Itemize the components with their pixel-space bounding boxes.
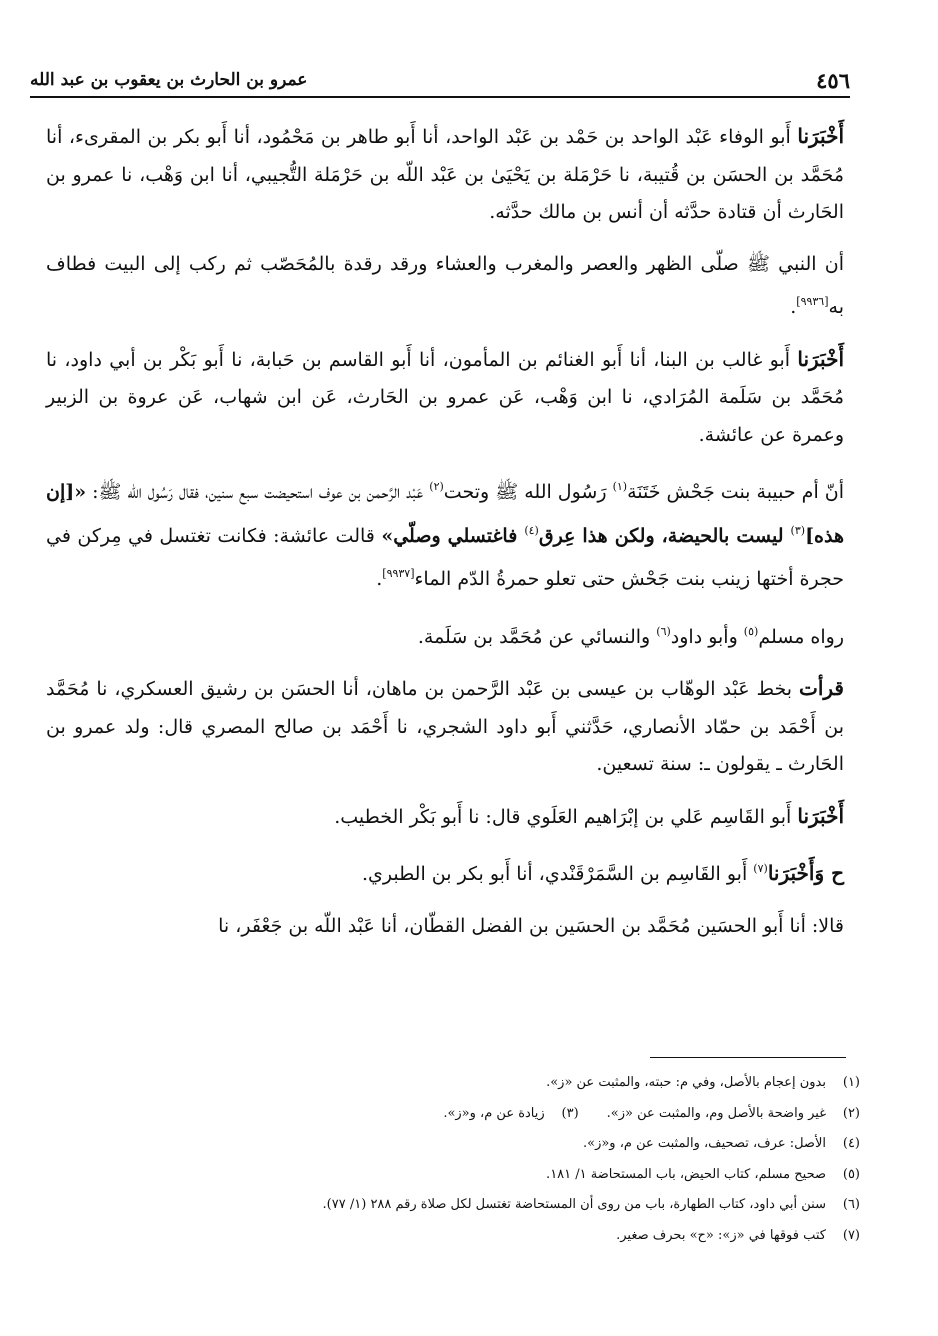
footnote-marker: (٤)	[524, 523, 539, 537]
narration-lead: أَخْبَرَنا	[797, 803, 844, 828]
hadith-quote: فاغتسلي وصلّي»	[381, 524, 525, 547]
paragraph-8	[46, 850, 844, 894]
paragraph-text: أَبو القَاسِم بن السَّمَرْقَنْدي، أنا أَبو بكر بن الطبري.	[361, 863, 754, 885]
paragraph-1	[46, 118, 844, 232]
footnote: (٧) كتب فوقها في «ز»: «ح» بحرف صغير.	[616, 1227, 860, 1243]
paragraph-9	[46, 908, 844, 946]
footnotes	[60, 1068, 860, 1251]
hadith-reference: [٩٩٣٦]	[796, 295, 829, 308]
hadith-quote: «[إن هذه]	[46, 481, 844, 547]
footnote: (٥) صحيح مسلم، كتاب الحيض، باب المستحاضة ١/ ١٨١.	[546, 1166, 860, 1182]
paragraph-text: أَبو الوفاء عَبْد الواحد بن حَمْد بن عَبْد الواحد، أنا أَبو طاهر بن مَحْمُود، أنا أَبو بكر بن المقرىء، أنا مُحَمَّد بن الحسَن بن قُتيبة، نا حَرْمَلة بن يَحْيَىٰ بن عَبْد اللّه بن حَرْمَلة التُّجيبي، أنا ابن وَهْب، نا عمرو بن الحَارث أن قتادة حدَّثه أن أنس بن مالك حدَّثه.	[46, 126, 844, 223]
page-header	[30, 64, 850, 96]
footnote-rule	[650, 1057, 846, 1058]
footnote-marker: (٥)	[743, 624, 759, 638]
narration-lead: قرأت	[799, 676, 844, 700]
narration-lead: أَخْبَرَنا	[797, 124, 844, 148]
narration-lead: أَخْبَرَنا	[797, 346, 844, 371]
footnote: (٢) غير واضحة بالأصل وم، والمثبت عن «ز». (٣) زيادة عن م، و«ز».	[443, 1105, 860, 1121]
paragraph-text: أن النبي ﷺ صلّى الظهر والعصر والمغرب والعشاء ورقد رقدة بالمُحَصّب ثم ركب إلى البيت فطاف به	[46, 252, 844, 318]
hadith-quote: ليست بالحيضة، ولكن هذا عِرق	[538, 524, 791, 547]
paragraph-4: أنّ أم حبيبة بنت جَحْش خَتَنَة$^{(١)}$ رَسُول الله ﷺ وتحت$^{(٢)}$ عَبْد الرَّحمن بن عوف استحيضت سبع سنين، فقال رَسُول الله ﷺ: «[إن هذه]$^{(٣)}$ ليست بالحيضة، ولكن هذا عِرق$^{(٤)}$ فاغتسلي وصلّي» قالت عائشة: فكانت تغتسل في مِركن في حجرة أختها زينب بنت جَحْش حتى تعلو حمرةُ الدّم الماء[٩٩٣٧].	[46, 480, 844, 590]
paragraph-text: أَبو غالب بن البنا، أنا أَبو الغنائم بن المأمون، أنا أَبو القاسم بن حَبابة، نا أَبو بَكْر بن أبي داود، نا مُحَمَّد بن سَلَمة المُرَادي، نا ابن وَهْب، عَن عمرو بن الحَارث، عَن ابن شهاب، عَن عروة بن الزبير وعمرة عن عائشة.	[46, 348, 844, 446]
footnote-marker: (١)	[612, 480, 628, 493]
main-text	[46, 118, 844, 959]
paragraph-6	[46, 670, 844, 784]
footnote-marker: (٢)	[429, 480, 444, 493]
running-title: عمرو بن الحارث بن يعقوب بن عبد الله	[30, 70, 308, 90]
paragraph-7	[46, 798, 844, 837]
paragraph-text: قالا: أنا أَبو الحسَين مُحَمَّد بن الحسَين بن الفضل القطّان، أنا عَبْد اللّه بن جَعْفَر، نا	[218, 914, 844, 937]
header-rule	[30, 96, 850, 98]
footnote: (٤) الأصل: عرف، تصحيف، والمثبت عن م، و«ز».	[582, 1136, 860, 1151]
paragraph-3	[46, 341, 844, 455]
footnote: (٦) سنن أبي داود، كتاب الطهارة، باب من روى أن المستحاضة تغتسل لكل صلاة رقم ٢٨٨ (١/ ٧٧).	[322, 1197, 860, 1212]
footnote-marker: (٣)	[790, 523, 806, 537]
footnote-marker: (٧)	[753, 862, 768, 875]
hadith-reference: [٩٩٣٧]	[382, 567, 415, 580]
footnote-marker: (٦)	[656, 624, 671, 638]
paragraph-5: رواه مسلم$^{(٥)}$ وأبو داود$^{(٦)}$ والنسائي عن مُحَمَّد بن سَلَمة.	[417, 624, 844, 648]
paragraph-text: بخط عَبْد الوهّاب بن عيسى بن عَبْد الرَّحمن بن ماهان، أنا الحسَن بن رشيق العسكري، نا مُحَمَّد بن أَحْمَد بن حمّاد الأنصاري، حَدَّثني أَبو داود الشجري، نا أَحْمَد بن صالح المصري قال: ولد عمرو بن الحَارث ـ يقولون ـ: سنة تسعين.	[46, 678, 844, 775]
page-number: ٤٥٦	[816, 67, 850, 93]
footnote: (١) بدون إعجام بالأصل، وفي م: حبته، والمثبت عن «ز».	[546, 1075, 860, 1090]
narration-lead: ح وَأَخْبَرَنا	[767, 861, 844, 885]
paragraph-text: أَبو القَاسِم عَلي بن إبْرَاهيم العَلَوي قال: نا أَبو بَكْر الخطيب.	[334, 805, 798, 828]
paragraph-2: أن النبي ﷺ صلّى الظهر والعصر والمغرب والعشاء ورقد رقدة بالمُحَصّب ثم ركب إلى البيت فطاف به[٩٩٣٦].	[46, 252, 844, 318]
